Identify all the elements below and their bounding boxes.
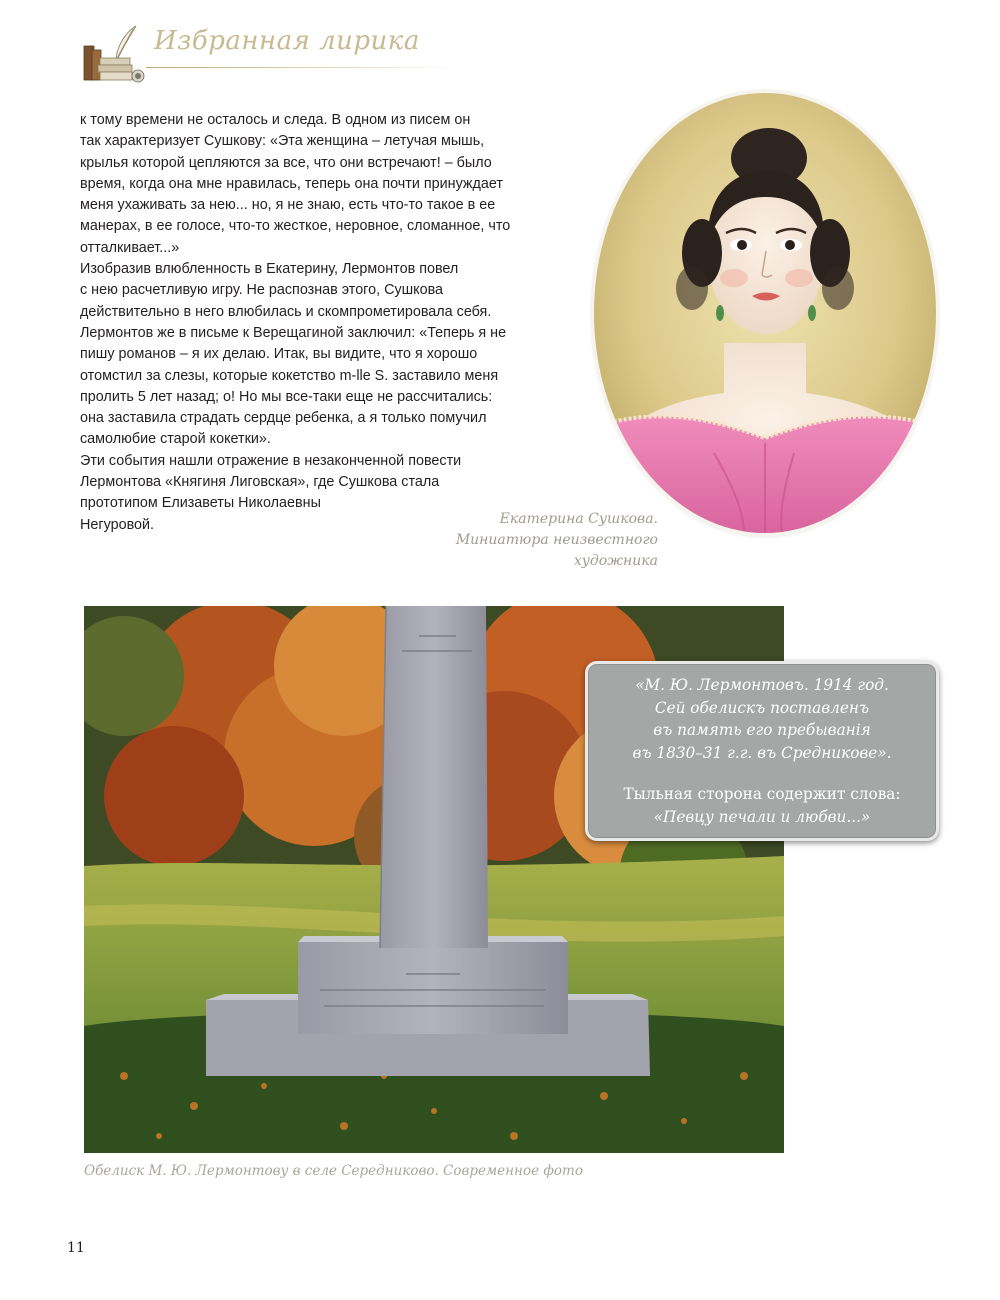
text-line: отомстил за слезы, которые кокетство m-lle S. заставило меня — [80, 367, 499, 384]
inscription-line: Сей обелискъ поставленъ — [654, 697, 870, 717]
text-line: Изобразив влюбленность в Екатерину, Лермонтов повел — [80, 261, 459, 278]
text-line: Лермонтов же в письме к Верещагиной заключил: «Теперь я не — [80, 324, 507, 341]
back-side-note: Тыльная сторона содержит слова: — [623, 784, 901, 803]
text-line: она заставила страдать сердце ребенка, а я только помучил — [80, 410, 487, 427]
portrait-miniature — [594, 93, 936, 533]
text-line: с нею расчетливую игру. Не распознав этого, Сушкова — [80, 282, 444, 299]
caption-line: художника — [573, 553, 658, 569]
inscription-line: въ память его пребыванiя — [653, 720, 871, 739]
text-line: прототипом Елизаветы Николаевны — [80, 495, 321, 512]
caption-line: Миниатюра неизвестного — [455, 532, 658, 548]
photo-caption: Обелиск М. Ю. Лермонтову в селе Середниково. Современное фото — [84, 1163, 583, 1179]
text-line: отталкивает...» — [80, 239, 180, 256]
text-line: крылья которой цепляются за все, что они встречают! – было — [80, 154, 492, 171]
inscription-line: «М. Ю. Лермонтовъ. 1914 год. — [635, 675, 889, 694]
books-and-quill-icon — [80, 24, 152, 86]
portrait-caption — [400, 509, 658, 572]
article-text — [80, 110, 580, 536]
portrait-image — [594, 93, 936, 533]
page-number: 11 — [67, 1240, 85, 1256]
caption-line: Екатерина Сушкова. — [499, 511, 658, 527]
back-side-quote: «Певцу печали и любви...» — [653, 806, 871, 826]
spacer — [588, 764, 936, 783]
section-title: Избранная лирика — [154, 26, 420, 56]
text-line: пишу романов – я их делаю. Итак, вы видите, что я хорошо — [80, 346, 478, 363]
text-line: самолюбие старой кокетки». — [80, 431, 271, 448]
text-line: время, когда она мне нравилась, теперь она почти принуждает — [80, 175, 503, 192]
text-line: манерах, в ее голосе, что-то жесткое, неровное, сломанное, что — [80, 218, 511, 235]
text-line: меня ухаживать за нею... но, я не знаю, есть что-то такое в ее — [80, 197, 496, 214]
inscription-line: въ 1830–31 г.г. въ Средникове». — [632, 742, 892, 762]
page-header — [80, 12, 480, 78]
obelisk-inscription-box — [585, 661, 939, 841]
text-line: пролить 5 лет назад; о! Но мы все-таки еще не рассчитались: — [80, 388, 493, 405]
text-line: так характеризует Сушкову: «Эта женщина – летучая мышь, — [80, 133, 485, 150]
text-line: Негуровой. — [80, 516, 155, 533]
text-line: действительно в него влюбилась и скомпрометировала себя. — [80, 303, 492, 320]
text-line: к тому времени не осталось и следа. В одном из писем он — [80, 112, 471, 128]
text-line: Лермонтова «Княгиня Лиговская», где Сушкова стала — [80, 474, 440, 491]
header-divider — [146, 67, 456, 68]
text-line: Эти события нашли отражение в незаконченной повести — [80, 452, 462, 469]
